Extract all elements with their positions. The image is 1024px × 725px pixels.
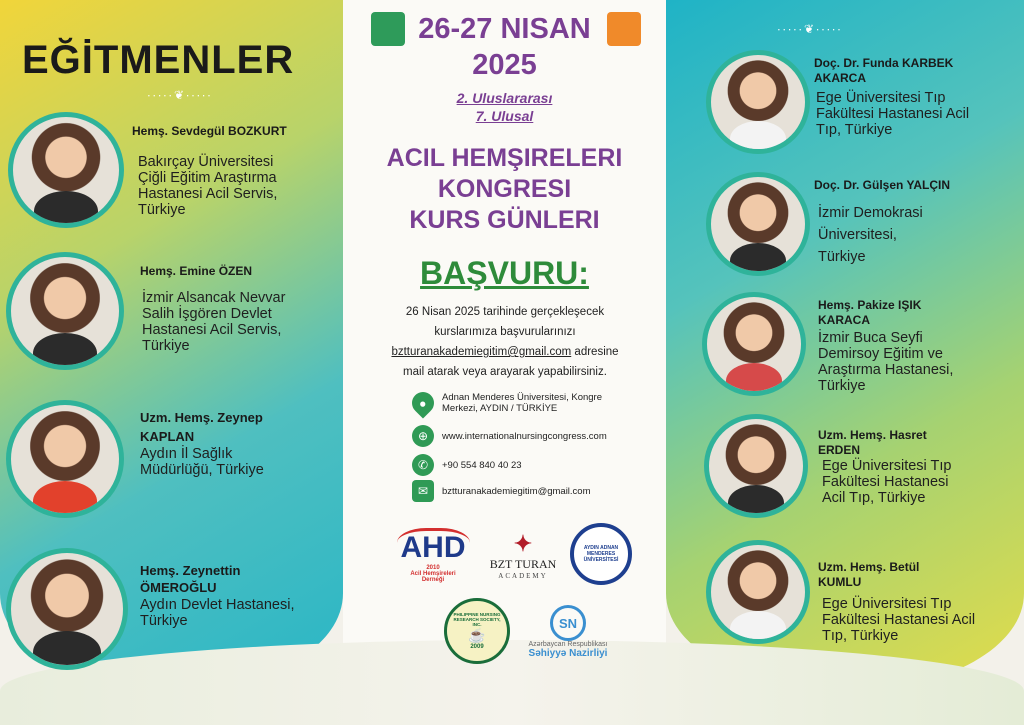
- instructor-name: Hemş. Zeynettin ÖMEROĞLU: [140, 563, 241, 595]
- instructor-affiliation: Ege Üniversitesi Tıp Fakültesi Hastanesi Acil Tıp, Türkiye: [816, 90, 970, 138]
- instructor-name: Doç. Dr. Funda KARBEK AKARCA: [814, 56, 954, 85]
- apply-description: 26 Nisan 2025 tarihinde gerçekleşecek kurslarımıza başvurularınızı bztturanakademiegitim@gmail.com adresine mail atarak veya arayarak yapabilirsiniz.: [391, 306, 619, 378]
- event-edition-international: 2. Uluslararası: [456, 90, 553, 106]
- instructor-affiliation: İzmir Alsancak Nevvar Salih İşgören Devlet Hastanesi Acil Servis, Türkiye: [142, 290, 286, 354]
- congress-title-line2: KONGRESI: [437, 175, 572, 203]
- pnrs-logo: PHILIPPINE NURSING RESEARCH SOCIETY, INC. ☕ 2009: [444, 598, 510, 664]
- mail-icon: ✉: [412, 480, 434, 502]
- contact-website[interactable]: ⊕ www.internationalnursingcongress.com: [412, 425, 607, 447]
- phone-icon: ✆: [412, 454, 434, 476]
- instructor-name: Uzm. Hemş. Hasret ERDEN: [818, 428, 927, 457]
- instructor-photo: [706, 172, 810, 276]
- congress-title-line3: KURS GÜNLERI: [409, 206, 600, 234]
- event-edition-national: 7. Ulusal: [475, 108, 534, 124]
- location-pin-icon: ●: [407, 387, 438, 418]
- instructor-photo: [6, 400, 124, 518]
- instructor-photo: [704, 414, 808, 518]
- instructor-name: Doç. Dr. Gülşen YALÇIN: [814, 178, 951, 192]
- instructor-affiliation: İzmir Buca Seyfi Demirsoy Eğitim ve Araştırma Hastanesi, Türkiye: [818, 330, 954, 394]
- instructor-photo: [8, 112, 124, 228]
- instructor-photo: [6, 252, 124, 370]
- ornament-divider: ∙∙∙∙∙❦∙∙∙∙∙: [147, 88, 213, 102]
- apply-email-link[interactable]: bztturanakademiegitim@gmail.com: [391, 346, 572, 358]
- globe-icon: ⊕: [412, 425, 434, 447]
- instructor-affiliation: Aydın İl Sağlık Müdürlüğü, Türkiye: [140, 446, 264, 478]
- contact-phone[interactable]: ✆ +90 554 840 40 23: [412, 454, 522, 476]
- page-title: EĞİTMENLER: [22, 38, 295, 82]
- congress-title-line1: ACIL HEMŞIRELERI: [386, 144, 623, 172]
- event-date: 26-27 NISAN: [418, 13, 591, 45]
- apply-heading: BAŞVURU:: [420, 255, 589, 291]
- instructor-photo: [702, 292, 806, 396]
- instructor-name: Uzm. Hemş. Betül KUMLU: [818, 560, 920, 589]
- instructor-name: Uzm. Hemş. Zeynep KAPLAN: [140, 410, 263, 444]
- instructor-affiliation: Aydın Devlet Hastanesi, Türkiye: [140, 597, 295, 629]
- instructor-photo: [706, 540, 810, 644]
- ornament-divider-right: ∙∙∙∙∙❦∙∙∙∙∙: [777, 22, 843, 36]
- event-year: 2025: [472, 49, 537, 81]
- instructor-name: Hemş. Pakize IŞIK KARACA: [818, 298, 922, 327]
- instructor-affiliation: İzmir Demokrasi Üniversitesi, Türkiye: [818, 205, 923, 265]
- instructor-name: Hemş. Emine ÖZEN: [140, 264, 253, 278]
- instructor-photo: [706, 50, 810, 154]
- contact-address: ● Adnan Menderes Üniversitesi, Kongre Merkezi, AYDIN / TÜRKİYE: [412, 392, 602, 414]
- instructor-affiliation: Bakırçay Üniversitesi Çiğli Eğitim Araştırma Hastanesi Acil Servis, Türkiye: [138, 154, 278, 218]
- instructor-name: Hemş. Sevdegül BOZKURT: [132, 124, 287, 138]
- instructor-affiliation: Ege Üniversitesi Tıp Fakültesi Hastanesi Acil Tıp, Türkiye: [822, 596, 976, 644]
- instructor-photo: [6, 548, 128, 670]
- instructor-affiliation: Ege Üniversitesi Tıp Fakültesi Hastanesi Acil Tıp, Türkiye: [822, 458, 952, 506]
- aydin-adnan-menderes-logo: AYDIN ADNAN MENDERES ÜNİVERSİTESİ: [570, 523, 632, 585]
- ahd-logo: AHD 2010 Acil Hemşireleri Derneği: [388, 522, 478, 588]
- azerbaijan-health-ministry-logo: SN Azərbaycan Respublikası Səhiyyə Nazirliyi: [520, 598, 616, 666]
- contact-email[interactable]: ✉ bztturanakademiegitim@gmail.com: [412, 480, 591, 502]
- bzt-turan-logo: ✦ BZT TURAN ACADEMY: [489, 530, 557, 580]
